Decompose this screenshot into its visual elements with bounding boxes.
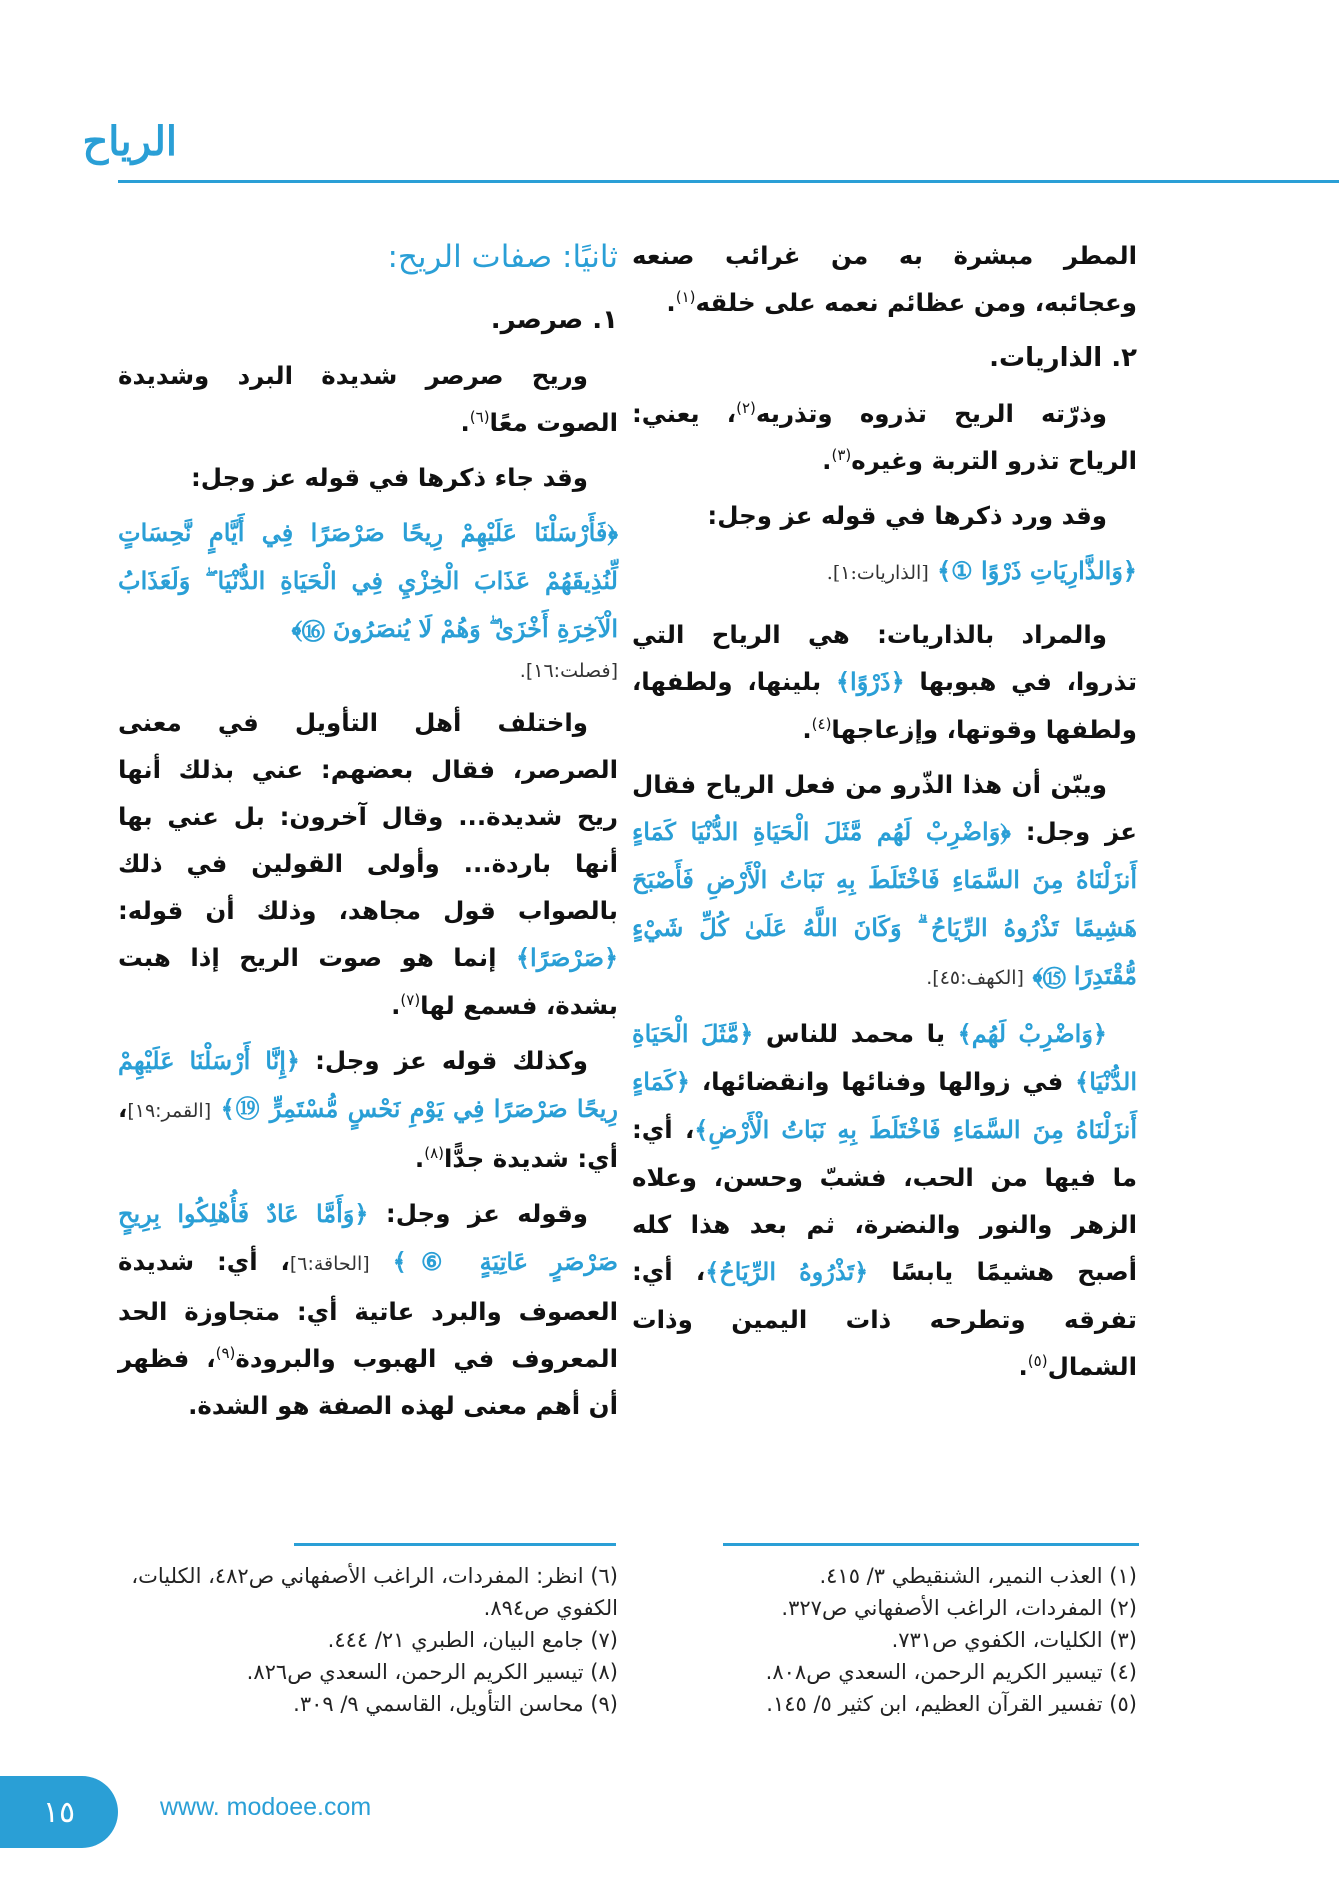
verse-inline: ﴿ذَرْوًا﴾: [835, 667, 905, 696]
paragraph-text: ، أي: شديدة جدًّا: [118, 1094, 618, 1173]
paragraph: والمراد بالذاريات: هي الرياح التي تذروا، في هبوبها ﴿ذَرْوًا﴾ بلينها، ولطفها، ولطفها وقوتها، وإزعاجها$^{(٤)}$.: [632, 620, 1138, 744]
paragraph-text: يا محمد للناس: [765, 1019, 946, 1048]
verse-text: ﴿وَالذَّارِيَاتِ ذَرْوًا ①﴾: [937, 556, 1137, 585]
paragraph-text: ويبّن أن هذا الذّرو من فعل الرياح فقال عز وجل:: [632, 770, 1138, 846]
website-link[interactable]: www. modoee.com: [160, 1793, 372, 1821]
footnote: (٦) انظر: المفردات، الراغب الأصفهاني ص٤٨٢، الكليات، الكفوي ص٨٩٤.: [131, 1564, 618, 1620]
verse-inline: ﴿وَاضْرِبْ لَهُم مَّثَلَ الْحَيَاةِ الدُّنْيَا كَمَاءٍ أَنزَلْنَاهُ مِنَ السَّمَاءِ فَاخْتَلَطَ بِهِ نَبَاتُ الْأَرْضِ فَأَصْبَحَ هَشِيمًا تَذْرُوهُ الرِّيَاحُ ۗ وَكَانَ اللَّهُ عَلَىٰ كُلِّ شَيْءٍ مُّقْتَدِرًا ⑮﴾: [632, 817, 1137, 990]
paragraph-text: المطر مبشرة به من غرائب صنعه وعجائبه، ومن عظائم نعمه على خلقه: [632, 241, 1137, 317]
paragraph-text: ، أي: شديدة العصوف والبرد عاتية أي: متجاوزة الحد المعروف في الهبوب والبرودة: [118, 1247, 618, 1373]
page-number: ١٥: [0, 1776, 118, 1848]
paragraph: المطر مبشرة به من غرائب صنعه وعجائبه، ومن عظائم نعمه على خلقه$^{(١)}$.: [632, 241, 1137, 317]
paragraph-text: وذرّته الريح تذروه وتذريه: [755, 399, 1107, 428]
footnote-ref[interactable]: (١): [675, 287, 696, 306]
footnote: (٣) الكليات، الكفوي ص٧٣١.: [891, 1628, 1137, 1652]
footnote-ref[interactable]: (٤): [811, 714, 832, 733]
header-divider: [118, 180, 1339, 183]
verse-inline: ﴿صَرْصَرًا﴾: [515, 943, 619, 972]
footnote-divider-left: [294, 1543, 616, 1546]
footnote-ref[interactable]: (٨): [424, 1143, 445, 1162]
footnote: (١) العذب النمير، الشنقيطي ٣/ ٤١٥.: [819, 1564, 1137, 1588]
footnote-ref[interactable]: (٣): [831, 445, 852, 464]
verse-reference: [القمر:١٩]: [127, 1100, 212, 1122]
footnotes-right: [632, 1560, 1137, 1720]
verse-reference: [الحاقة:٦]: [289, 1253, 370, 1275]
quran-verse: [632, 547, 1137, 597]
footnote-ref[interactable]: (٩): [215, 1343, 236, 1362]
footnote: (٥) تفسير القرآن العظيم، ابن كثير ٥/ ١٤٥.: [766, 1692, 1137, 1716]
paragraph-text: وكذلك قوله عز وجل:: [315, 1046, 589, 1075]
paragraph: وقد جاء ذكرها في قوله عز وجل:: [190, 463, 588, 492]
paragraph-text: ، أي: ما فيها من الحب، فشبّ وحسن، وعلاه الزهر والنور والنضرة، ثم بعد هذا كله أصبح هشيمًا يابسًا: [632, 1115, 1138, 1286]
page-title: الرياح: [82, 118, 177, 165]
footnote-ref[interactable]: (٦): [469, 407, 490, 426]
footnotes-left: [118, 1560, 618, 1720]
paragraph: ﴿وَاضْرِبْ لَهُم﴾ يا محمد للناس ﴿مَّثَلَ الْحَيَاةِ الدُّنْيَا﴾ في زوالها وفنائها وانقضائها، ﴿كَمَاءٍ أَنزَلْنَاهُ مِنَ السَّمَاءِ فَاخْتَلَطَ بِهِ نَبَاتُ الْأَرْضِ﴾، أي: ما فيها من الحب، فشبّ وحسن، وعلاه الزهر والنور والنضرة، ثم بعد هذا كله أصبح هشيمًا يابسًا ﴿تَذْرُوهُ الرِّيَاحُ﴾، أي: تفرقه وتطرحه ذات اليمين وذات الشمال$^{(٥)}$.: [632, 1019, 1138, 1381]
verse-inline: ﴿تَذْرُوهُ الرِّيَاحُ﴾: [705, 1257, 869, 1286]
paragraph-text: ، فظهر أن أهم معنى لهذه الصفة هو الشدة.: [118, 1344, 618, 1420]
paragraph-text: وقوله عز وجل:: [385, 1199, 589, 1228]
verse-reference: [فصلت:١٦].: [519, 660, 618, 682]
footnote: (٧) جامع البيان، الطبري ٢١/ ٤٤٤.: [327, 1628, 618, 1652]
paragraph-text: بلينها، ولطفها، ولطفها وقوتها، وإزعاجها: [632, 667, 1137, 744]
footnote-divider-right: [723, 1543, 1139, 1546]
verse-reference: [الكهف:٤٥].: [926, 967, 1024, 989]
subheading: ٢. الذاريات.: [989, 343, 1137, 373]
verse-inline: ﴿مَّثَلَ الْحَيَاةِ الدُّنْيَا﴾: [632, 1019, 1137, 1096]
paragraph: [632, 761, 1137, 1002]
footnote: (٤) تيسير الكريم الرحمن، السعدي ص٨٠٨.: [765, 1660, 1137, 1684]
left-column: [118, 232, 618, 1437]
verse-inline: ﴿كَمَاءٍ أَنزَلْنَاهُ مِنَ السَّمَاءِ فَاخْتَلَطَ بِهِ نَبَاتُ الْأَرْضِ﴾: [632, 1067, 1137, 1144]
verse-inline: ﴿وَأَمَّا عَادٌ فَأُهْلِكُوا بِرِيحٍ صَرْصَرٍ عَاتِيَةٍ ⑥﴾: [118, 1199, 619, 1276]
footnote-ref[interactable]: (٥): [1027, 1351, 1048, 1370]
section-heading: ثانيًا: صفات الريح:: [387, 239, 618, 275]
paragraph-text: ، أي: تفرقه وتطرحه ذات اليمين وذات الشمال: [632, 1257, 1137, 1381]
footnote: (٨) تيسير الكريم الرحمن، السعدي ص٨٢٦.: [246, 1660, 618, 1684]
quran-verse: ﴿فَأَرْسَلْنَا عَلَيْهِمْ رِيحًا صَرْصَرًا فِي أَيَّامٍ نَّحِسَاتٍ لِّنُذِيقَهُمْ عَذَابَ الْخِزْيِ فِي الْحَيَاةِ الدُّنْيَا ۖ وَلَعَذَابُ الْآخِرَةِ أَخْزَىٰ ۖ وَهُمْ لَا يُنصَرُونَ ⑯﴾: [118, 518, 618, 643]
subheading: ١. صرصر.: [490, 305, 618, 335]
verse-reference: [الذاريات:١].: [826, 562, 929, 584]
footnote-ref[interactable]: (٢): [736, 398, 756, 417]
paragraph: وريح صرصر شديدة البرد وشديدة الصوت معًا$^{(٦)}$.: [118, 361, 618, 437]
footnote-ref[interactable]: (٧): [400, 990, 421, 1009]
paragraph-text: إنما هو صوت الريح إذا هبت بشدة، فسمع لها: [118, 943, 618, 1020]
paragraph: وقد ورد ذكرها في قوله عز وجل:: [707, 501, 1107, 530]
paragraph: وكذلك قوله عز وجل: ﴿إِنَّا أَرْسَلْنَا عَلَيْهِمْ رِيحًا صَرْصَرًا فِي يَوْمِ نَحْسٍ مُّسْتَمِرٍّ ⑲﴾ [القمر:١٩]، أي: شديدة جدًّا$^{(٨)}$.: [118, 1046, 618, 1173]
paragraph: [118, 1190, 618, 1429]
right-column: [632, 232, 1137, 1398]
footnote: (٢) المفردات، الراغب الأصفهاني ص٣٢٧.: [781, 1596, 1137, 1620]
paragraph-text: واختلف أهل التأويل في معنى الصرصر، فقال بعضهم: عني بذلك أنها ريح شديدة... وقال آخرون: بل عني بها أنها باردة... وأولى القولين في ذلك بالصواب قول مجاهد، وذلك أن قوله:: [118, 708, 618, 925]
footnote: (٩) محاسن التأويل، القاسمي ٩/ ٣٠٩.: [293, 1692, 618, 1716]
paragraph-text: وريح صرصر شديدة البرد وشديدة الصوت معًا: [118, 361, 618, 437]
paragraph: وذرّته الريح تذروه وتذريه$^{(٢)}$، يعني: الرياح تذرو التربة وغيره$^{(٣)}$.: [632, 398, 1137, 475]
verse-inline: ﴿إِنَّا أَرْسَلْنَا عَلَيْهِمْ رِيحًا صَرْصَرًا فِي يَوْمِ نَحْسٍ مُّسْتَمِرٍّ ⑲﴾: [118, 1046, 618, 1123]
paragraph-text: ، يعني: الرياح تذرو التربة وغيره: [632, 399, 1137, 475]
paragraph-text: في زوالها وفنائها وانقضائها،: [701, 1067, 1064, 1096]
paragraph: واختلف أهل التأويل في معنى الصرصر، فقال بعضهم: عني بذلك أنها ريح شديدة... وقال آخرون: بل عني بها أنها باردة... وأولى القولين في ذلك بالصواب قول مجاهد، وذلك أن قوله: ﴿صَرْصَرًا﴾ إنما هو صوت الريح إذا هبت بشدة، فسمع لها$^{(٧)}$.: [118, 708, 619, 1020]
paragraph-text: والمراد بالذاريات: هي الرياح التي تذروا، في هبوبها: [632, 620, 1138, 696]
verse-inline: ﴿وَاضْرِبْ لَهُم﴾: [957, 1019, 1107, 1048]
